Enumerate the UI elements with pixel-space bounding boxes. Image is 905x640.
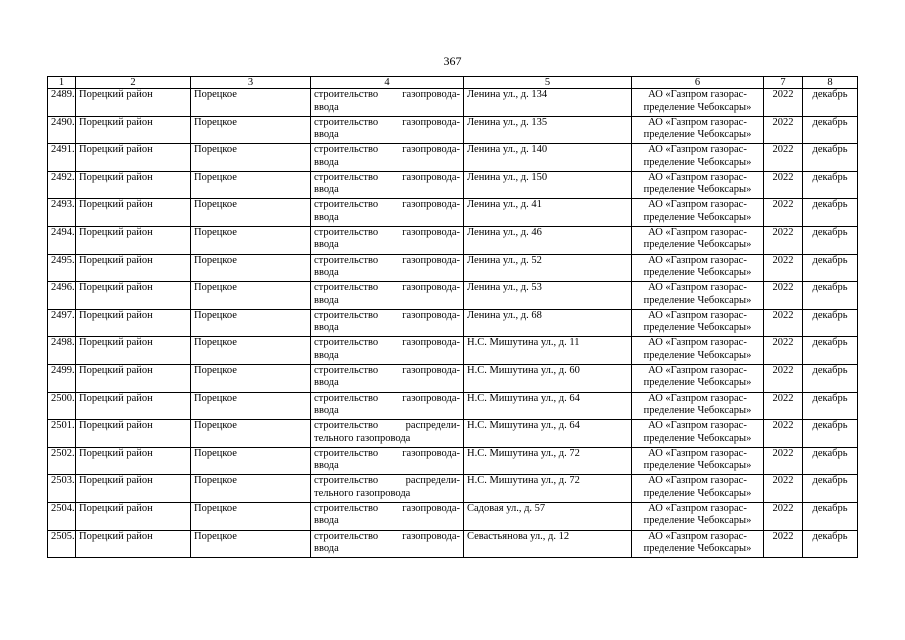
year-cell: 2022	[764, 116, 803, 144]
row-number: 2500.	[48, 392, 76, 420]
organization-cell: АО «Газпром газорас-пределение Чебоксары»	[632, 364, 764, 392]
address-cell: Ленина ул., д. 134	[464, 89, 632, 117]
address-cell: Ленина ул., д. 46	[464, 226, 632, 254]
locality-cell: Порецкое	[191, 475, 311, 503]
table-row	[48, 309, 858, 337]
month-cell: декабрь	[803, 502, 858, 530]
work-type-cell: строительство распредели-тельного газопровода	[311, 475, 464, 503]
address-cell: Ленина ул., д. 52	[464, 254, 632, 282]
row-number: 2493.	[48, 199, 76, 227]
column-header-6: 6	[632, 77, 764, 89]
district-cell: Порецкий район	[76, 282, 191, 310]
locality-cell: Порецкое	[191, 171, 311, 199]
gasification-table	[47, 76, 858, 558]
row-number: 2490.	[48, 116, 76, 144]
table-row	[48, 502, 858, 530]
month-cell: декабрь	[803, 475, 858, 503]
organization-cell: АО «Газпром газорас-пределение Чебоксары»	[632, 337, 764, 365]
year-cell: 2022	[764, 254, 803, 282]
year-cell: 2022	[764, 392, 803, 420]
table-row	[48, 475, 858, 503]
table-row	[48, 364, 858, 392]
organization-cell: АО «Газпром газорас-пределение Чебоксары»	[632, 447, 764, 475]
row-number: 2498.	[48, 337, 76, 365]
work-type-cell: строительство газопровода-ввода	[311, 89, 464, 117]
month-cell: декабрь	[803, 392, 858, 420]
page-number: 367	[443, 54, 462, 68]
table-row	[48, 254, 858, 282]
year-cell: 2022	[764, 171, 803, 199]
column-header-8: 8	[803, 77, 858, 89]
locality-cell: Порецкое	[191, 337, 311, 365]
work-type-cell: строительство газопровода-ввода	[311, 199, 464, 227]
month-cell: декабрь	[803, 89, 858, 117]
organization-cell: АО «Газпром газорас-пределение Чебоксары»	[632, 254, 764, 282]
locality-cell: Порецкое	[191, 282, 311, 310]
work-type-cell: строительство газопровода-ввода	[311, 254, 464, 282]
month-cell: декабрь	[803, 116, 858, 144]
district-cell: Порецкий район	[76, 502, 191, 530]
district-cell: Порецкий район	[76, 392, 191, 420]
organization-cell: АО «Газпром газорас-пределение Чебоксары»	[632, 282, 764, 310]
work-type-cell: строительство газопровода-ввода	[311, 309, 464, 337]
address-cell: Н.С. Мишутина ул., д. 64	[464, 420, 632, 448]
organization-cell: АО «Газпром газорас-пределение Чебоксары»	[632, 420, 764, 448]
district-cell: Порецкий район	[76, 89, 191, 117]
month-cell: декабрь	[803, 447, 858, 475]
column-header-2: 2	[76, 77, 191, 89]
organization-cell: АО «Газпром газорас-пределение Чебоксары»	[632, 392, 764, 420]
table-row	[48, 447, 858, 475]
address-cell: Н.С. Мишутина ул., д. 60	[464, 364, 632, 392]
district-cell: Порецкий район	[76, 309, 191, 337]
locality-cell: Порецкое	[191, 116, 311, 144]
locality-cell: Порецкое	[191, 364, 311, 392]
table-row	[48, 420, 858, 448]
month-cell: декабрь	[803, 337, 858, 365]
table-row	[48, 199, 858, 227]
row-number: 2489.	[48, 89, 76, 117]
month-cell: декабрь	[803, 226, 858, 254]
row-number: 2505.	[48, 530, 76, 558]
district-cell: Порецкий район	[76, 364, 191, 392]
column-number-row	[48, 77, 858, 89]
address-cell: Ленина ул., д. 140	[464, 144, 632, 172]
organization-cell: АО «Газпром газорас-пределение Чебоксары»	[632, 116, 764, 144]
address-cell: Н.С. Мишутина ул., д. 72	[464, 475, 632, 503]
table-row	[48, 226, 858, 254]
address-cell: Севастьянова ул., д. 12	[464, 530, 632, 558]
month-cell: декабрь	[803, 171, 858, 199]
month-cell: декабрь	[803, 254, 858, 282]
month-cell: декабрь	[803, 530, 858, 558]
year-cell: 2022	[764, 144, 803, 172]
address-cell: Н.С. Мишутина ул., д. 72	[464, 447, 632, 475]
work-type-cell: строительство газопровода-ввода	[311, 144, 464, 172]
work-type-cell: строительство газопровода-ввода	[311, 282, 464, 310]
locality-cell: Порецкое	[191, 226, 311, 254]
table-header	[48, 77, 858, 89]
row-number: 2495.	[48, 254, 76, 282]
row-number: 2492.	[48, 171, 76, 199]
year-cell: 2022	[764, 502, 803, 530]
month-cell: декабрь	[803, 282, 858, 310]
district-cell: Порецкий район	[76, 226, 191, 254]
organization-cell: АО «Газпром газорас-пределение Чебоксары»	[632, 89, 764, 117]
district-cell: Порецкий район	[76, 144, 191, 172]
organization-cell: АО «Газпром газорас-пределение Чебоксары»	[632, 171, 764, 199]
column-header-7: 7	[764, 77, 803, 89]
locality-cell: Порецкое	[191, 309, 311, 337]
organization-cell: АО «Газпром газорас-пределение Чебоксары»	[632, 226, 764, 254]
year-cell: 2022	[764, 447, 803, 475]
organization-cell: АО «Газпром газорас-пределение Чебоксары»	[632, 530, 764, 558]
year-cell: 2022	[764, 530, 803, 558]
address-cell: Ленина ул., д. 53	[464, 282, 632, 310]
locality-cell: Порецкое	[191, 89, 311, 117]
address-cell: Ленина ул., д. 135	[464, 116, 632, 144]
address-cell: Ленина ул., д. 68	[464, 309, 632, 337]
district-cell: Порецкий район	[76, 447, 191, 475]
table-row	[48, 89, 858, 117]
locality-cell: Порецкое	[191, 144, 311, 172]
organization-cell: АО «Газпром газорас-пределение Чебоксары»	[632, 144, 764, 172]
row-number: 2494.	[48, 226, 76, 254]
address-cell: Н.С. Мишутина ул., д. 11	[464, 337, 632, 365]
year-cell: 2022	[764, 364, 803, 392]
district-cell: Порецкий район	[76, 254, 191, 282]
work-type-cell: строительство газопровода-ввода	[311, 226, 464, 254]
row-number: 2501.	[48, 420, 76, 448]
district-cell: Порецкий район	[76, 337, 191, 365]
row-number: 2503.	[48, 475, 76, 503]
month-cell: декабрь	[803, 364, 858, 392]
locality-cell: Порецкое	[191, 254, 311, 282]
locality-cell: Порецкое	[191, 199, 311, 227]
month-cell: декабрь	[803, 309, 858, 337]
work-type-cell: строительство газопровода-ввода	[311, 116, 464, 144]
month-cell: декабрь	[803, 144, 858, 172]
work-type-cell: строительство газопровода-ввода	[311, 502, 464, 530]
year-cell: 2022	[764, 475, 803, 503]
year-cell: 2022	[764, 282, 803, 310]
district-cell: Порецкий район	[76, 530, 191, 558]
column-header-3: 3	[191, 77, 311, 89]
work-type-cell: строительство газопровода-ввода	[311, 447, 464, 475]
address-cell: Ленина ул., д. 150	[464, 171, 632, 199]
table-row	[48, 392, 858, 420]
locality-cell: Порецкое	[191, 392, 311, 420]
locality-cell: Порецкое	[191, 502, 311, 530]
column-header-1: 1	[48, 77, 76, 89]
work-type-cell: строительство газопровода-ввода	[311, 337, 464, 365]
locality-cell: Порецкое	[191, 447, 311, 475]
row-number: 2496.	[48, 282, 76, 310]
work-type-cell: строительство газопровода-ввода	[311, 392, 464, 420]
table-row	[48, 337, 858, 365]
table-row	[48, 116, 858, 144]
year-cell: 2022	[764, 420, 803, 448]
month-cell: декабрь	[803, 199, 858, 227]
table-body	[48, 89, 858, 558]
work-type-cell: строительство газопровода-ввода	[311, 171, 464, 199]
year-cell: 2022	[764, 337, 803, 365]
month-cell: декабрь	[803, 420, 858, 448]
district-cell: Порецкий район	[76, 199, 191, 227]
column-header-4: 4	[311, 77, 464, 89]
row-number: 2504.	[48, 502, 76, 530]
row-number: 2502.	[48, 447, 76, 475]
district-cell: Порецкий район	[76, 475, 191, 503]
district-cell: Порецкий район	[76, 171, 191, 199]
locality-cell: Порецкое	[191, 530, 311, 558]
organization-cell: АО «Газпром газорас-пределение Чебоксары»	[632, 502, 764, 530]
address-cell: Н.С. Мишутина ул., д. 64	[464, 392, 632, 420]
work-type-cell: строительство газопровода-ввода	[311, 530, 464, 558]
year-cell: 2022	[764, 309, 803, 337]
column-header-5: 5	[464, 77, 632, 89]
row-number: 2491.	[48, 144, 76, 172]
district-cell: Порецкий район	[76, 116, 191, 144]
organization-cell: АО «Газпром газорас-пределение Чебоксары»	[632, 199, 764, 227]
table-row	[48, 144, 858, 172]
table-row	[48, 171, 858, 199]
row-number: 2497.	[48, 309, 76, 337]
district-cell: Порецкий район	[76, 420, 191, 448]
address-cell: Садовая ул., д. 57	[464, 502, 632, 530]
table-row	[48, 530, 858, 558]
locality-cell: Порецкое	[191, 420, 311, 448]
year-cell: 2022	[764, 89, 803, 117]
address-cell: Ленина ул., д. 41	[464, 199, 632, 227]
work-type-cell: строительство распредели-тельного газопровода	[311, 420, 464, 448]
year-cell: 2022	[764, 226, 803, 254]
organization-cell: АО «Газпром газорас-пределение Чебоксары»	[632, 475, 764, 503]
work-type-cell: строительство газопровода-ввода	[311, 364, 464, 392]
year-cell: 2022	[764, 199, 803, 227]
table-row	[48, 282, 858, 310]
row-number: 2499.	[48, 364, 76, 392]
organization-cell: АО «Газпром газорас-пределение Чебоксары»	[632, 309, 764, 337]
